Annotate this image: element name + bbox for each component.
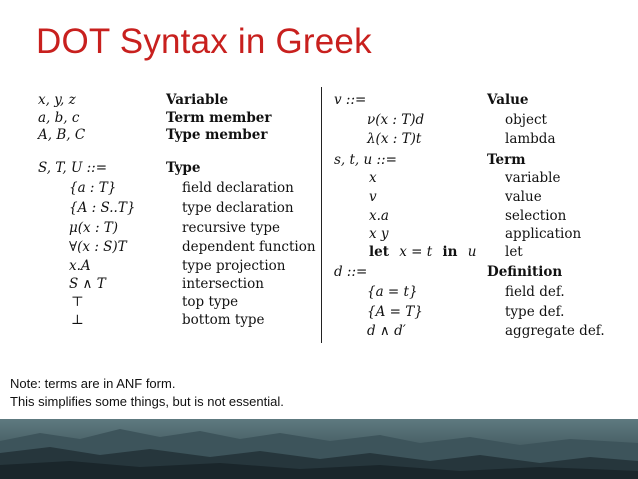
note-line-1: Note: terms are in ANF form. xyxy=(10,376,176,391)
grammar-heading: Term xyxy=(487,152,526,168)
grammar-symbol: λ(x : T)t xyxy=(367,131,422,147)
grammar-heading: Term member xyxy=(166,110,272,126)
grammar-symbol: ∀(x : S)T xyxy=(69,239,127,255)
grammar-description: aggregate def. xyxy=(505,323,605,339)
grammar-description: dependent function xyxy=(182,239,316,255)
grammar-description: top type xyxy=(182,294,239,310)
column-divider xyxy=(321,87,322,343)
let-expression xyxy=(369,244,476,260)
note-line-2: This simplifies some things, but is not essential. xyxy=(10,394,284,409)
grammar-description: field def. xyxy=(505,284,565,300)
grammar-description: intersection xyxy=(182,276,264,292)
grammar-symbol: s, t, u ::= xyxy=(334,152,397,168)
grammar-symbol: x, y, z xyxy=(38,92,76,108)
grammar-description: value xyxy=(505,189,542,205)
grammar-symbol: x.a xyxy=(369,208,389,224)
grammar-heading: Variable xyxy=(166,92,229,108)
let-keyword: let xyxy=(369,244,389,260)
footer-landscape-image xyxy=(0,419,638,479)
grammar-description: variable xyxy=(505,170,561,186)
grammar-heading: Type xyxy=(166,160,201,176)
grammar-symbol: S, T, U ::= xyxy=(38,160,108,176)
grammar-symbol: v xyxy=(369,189,377,205)
grammar-symbol: {A : S..T} xyxy=(69,200,136,216)
in-keyword: in xyxy=(442,244,458,260)
grammar-symbol: ⊤ xyxy=(71,294,84,310)
grammar-symbol: A, B, C xyxy=(38,127,86,143)
grammar-description: type def. xyxy=(505,304,565,320)
grammar-heading: Definition xyxy=(487,264,563,280)
grammar-symbol: x y xyxy=(369,226,389,242)
slide-title: DOT Syntax in Greek xyxy=(36,22,372,61)
grammar-symbol: ν(x : T)d xyxy=(367,112,425,128)
grammar-symbol: v ::= xyxy=(334,92,367,108)
grammar-description: application xyxy=(505,226,582,242)
let-body: u xyxy=(467,244,477,260)
grammar-description: field declaration xyxy=(182,180,294,196)
grammar-heading: Value xyxy=(487,92,529,108)
grammar-symbol: x xyxy=(369,170,377,186)
grammar-description: recursive type xyxy=(182,220,280,236)
grammar-symbol: d ∧ d′ xyxy=(367,323,406,339)
grammar-symbol: μ(x : T) xyxy=(69,220,119,236)
grammar-symbol: S ∧ T xyxy=(69,276,106,292)
grammar-symbol: {a = t} xyxy=(367,284,418,300)
grammar-symbol: d ::= xyxy=(334,264,368,280)
grammar-description: object xyxy=(505,112,547,128)
grammar-description: type declaration xyxy=(182,200,294,216)
grammar-symbol: x.A xyxy=(69,258,91,274)
let-binding: x = t xyxy=(399,244,433,260)
grammar-description: let xyxy=(505,244,523,260)
grammar-symbol: a, b, c xyxy=(38,110,80,126)
grammar-symbol: {a : T} xyxy=(69,180,117,196)
grammar-heading: Type member xyxy=(166,127,268,143)
grammar-description: bottom type xyxy=(182,312,265,328)
grammar-description: lambda xyxy=(505,131,556,147)
grammar-description: type projection xyxy=(182,258,286,274)
grammar-symbol: ⊥ xyxy=(71,312,84,328)
grammar-description: selection xyxy=(505,208,567,224)
grammar-symbol: {A = T} xyxy=(367,304,423,320)
